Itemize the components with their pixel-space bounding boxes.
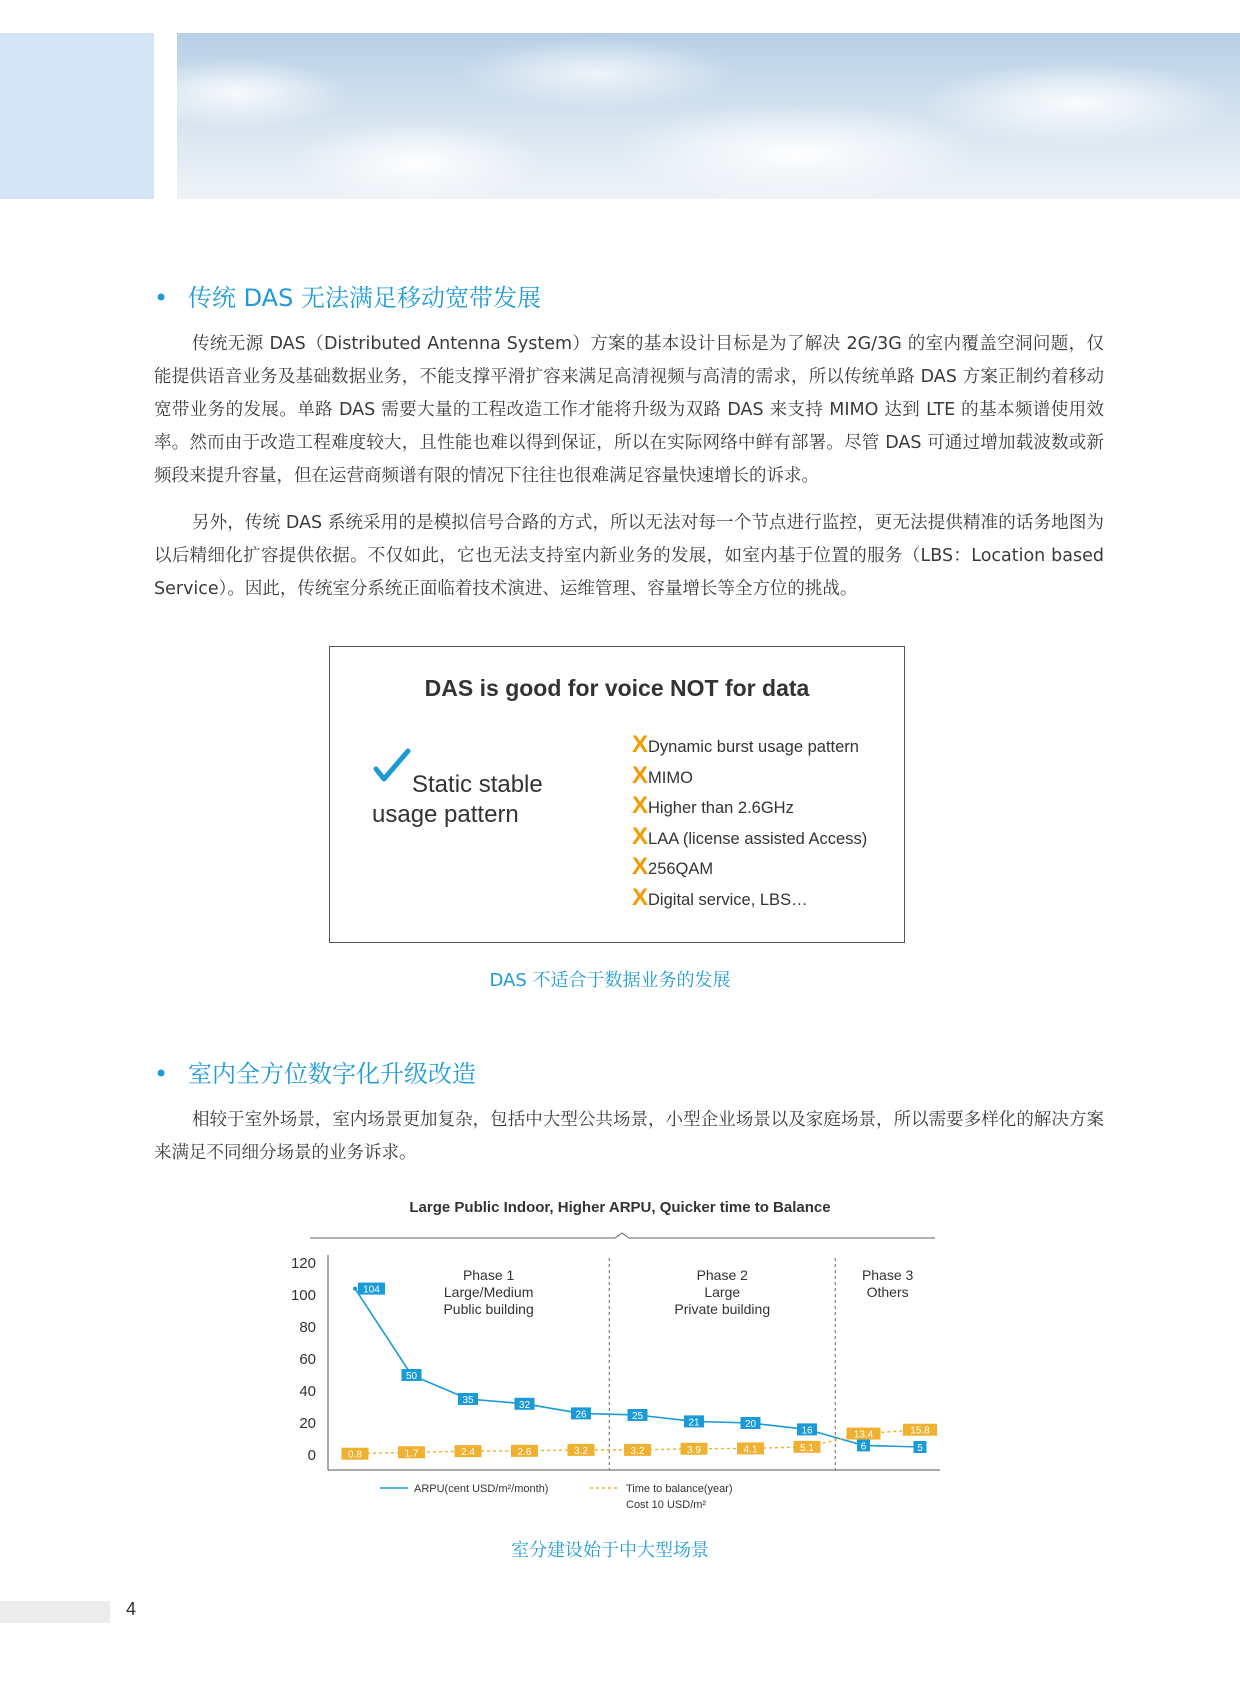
arpu-chart [270, 1190, 970, 1520]
data-label: 1.7 [404, 1448, 419, 1460]
list-item: XLAA (license assisted Access) [632, 822, 868, 850]
bullet-icon: • [154, 284, 169, 312]
x-mark-icon: X [632, 792, 649, 819]
data-label: 21 [688, 1417, 700, 1429]
das-box-title: DAS is good for voice NOT for data [424, 675, 810, 701]
section-title-text: 室内全方位数字化升级改造 [188, 1060, 476, 1088]
list-item: XDigital service, LBS… [632, 883, 808, 911]
phase-label: Phase 3 [861, 1267, 914, 1283]
phase-label: Phase 2 [696, 1267, 748, 1283]
section-title-das [154, 278, 541, 313]
data-label: 5.1 [800, 1442, 814, 1454]
section-title-text: 传统 DAS 无法满足移动宽带发展 [188, 284, 541, 312]
phase-label: Public building [443, 1301, 534, 1317]
data-label: 13.4 [853, 1429, 874, 1441]
x-mark-icon: X [632, 822, 649, 850]
data-label: 5 [917, 1443, 923, 1454]
data-label: 32 [518, 1399, 531, 1411]
y-tick-label: 0 [307, 1447, 316, 1464]
y-tick-label: 120 [290, 1255, 316, 1272]
data-label: 26 [575, 1409, 587, 1421]
data-label: 50 [405, 1371, 418, 1382]
phase-label: Private building [674, 1301, 771, 1317]
data-label: 2.6 [517, 1446, 532, 1458]
data-label: 3.2 [630, 1445, 645, 1457]
caption-indoor: 室分建设始于中大型场景 [511, 1540, 709, 1561]
header-sky-image [177, 33, 1240, 199]
list-item: X256QAM [632, 853, 714, 880]
header-color-block [0, 33, 154, 199]
caption-das: DAS 不适合于数据业务的发展 [489, 970, 731, 991]
arpu-chart-svg [270, 1190, 970, 1520]
legend-label-balance: Time to balance(year) [626, 1483, 733, 1495]
phase-label: Others [866, 1284, 909, 1300]
y-tick-label: 60 [299, 1351, 316, 1368]
list-item: XDynamic burst usage pattern [632, 731, 859, 758]
data-label: 6 [860, 1441, 867, 1453]
data-label: 4.1 [743, 1444, 758, 1456]
phase-label: Phase 1 [462, 1267, 515, 1283]
chart-title: Large Public Indoor, Higher ARPU, Quicker time to Balance [409, 1199, 831, 1216]
data-label: 35 [462, 1395, 474, 1406]
static-usage-line1: Static stable [412, 771, 543, 798]
y-tick-label: 100 [290, 1287, 316, 1304]
paragraph-das-2: 另外，传统 DAS 系统采用的是模拟信号合路的方式，所以无法对每一个节点进行监控，更无法提供精准的话务地图为以后精细化扩容提供依据。不仅如此，它也无法支持室内新业务的发展，如室内基于位置的服务（LBS：Location based Service）。因此，传统室分系统正面临着技术演进、运维管理、容量增长等全方位的挑战。 [154, 513, 1104, 599]
x-mark-icon: X [632, 883, 649, 911]
data-label: 25 [631, 1411, 644, 1422]
y-tick-label: 20 [299, 1415, 316, 1432]
checkmark-icon [372, 747, 412, 787]
data-label: 15.8 [910, 1425, 930, 1437]
paragraph-indoor: 相较于室外场景，室内场景更加复杂，包括中大型公共场景，小型企业场景以及家庭场景，所以需要多样化的解决方案来满足不同细分场景的业务诉求。 [154, 1110, 1104, 1163]
x-mark-icon: X [632, 731, 649, 758]
data-label: 16 [801, 1425, 813, 1437]
data-point [353, 1287, 357, 1291]
x-mark-icon: X [632, 853, 649, 880]
data-label: 104 [363, 1284, 380, 1296]
static-usage-line2: usage pattern [372, 801, 519, 828]
paragraph-das-1: 传统无源 DAS（Distributed Antenna System）方案的基本设计目标是为了解决 2G/3G 的室内覆盖空洞问题，仅能提供语音业务及基础数据业务，不能支撑平滑扩容来满足高清视频与高清的需求，所以传统单路 DAS 方案正制约着移动宽带业务的发展。单路 DAS 需要大量的工程改造工作才能将升级为双路 DAS 来支持 MIMO 达到 LTE 的基本频谱使用效率。然而由于改造工程难度较大，且性能也难以得到保证，所以在实际网络中鲜有部署。尽管 DAS 可通过增加载波数或新频段来提升容量，但在运营商频谱有限的情况下往往也很难满足容量快速增长的诉求。 [154, 334, 1104, 486]
footer-bar [0, 1601, 110, 1623]
phase-label: Large/Medium [443, 1284, 534, 1300]
y-tick-label: 80 [299, 1319, 316, 1336]
das-comparison-box [329, 646, 905, 943]
legend-label-arpu: ARPU(cent USD/m²/month) [414, 1483, 549, 1495]
x-mark-icon: X [632, 761, 649, 789]
data-limitations-list [632, 731, 867, 914]
data-label: 20 [744, 1419, 757, 1430]
page-number: 4 [126, 1599, 137, 1619]
phase-label: Large [704, 1284, 741, 1300]
section-title-indoor [154, 1054, 476, 1089]
chart-title-rule [310, 1233, 935, 1238]
data-label: 3.2 [574, 1445, 588, 1457]
bullet-icon: • [154, 1060, 169, 1088]
y-tick-label: 40 [299, 1383, 316, 1400]
data-label: 3.9 [687, 1444, 701, 1456]
list-item: XMIMO [632, 761, 693, 789]
legend-label-cost: Cost 10 USD/m² [626, 1499, 707, 1511]
data-label: 2.4 [461, 1447, 475, 1459]
list-item: XHigher than 2.6GHz [632, 792, 794, 819]
data-label: 0.8 [348, 1449, 362, 1461]
